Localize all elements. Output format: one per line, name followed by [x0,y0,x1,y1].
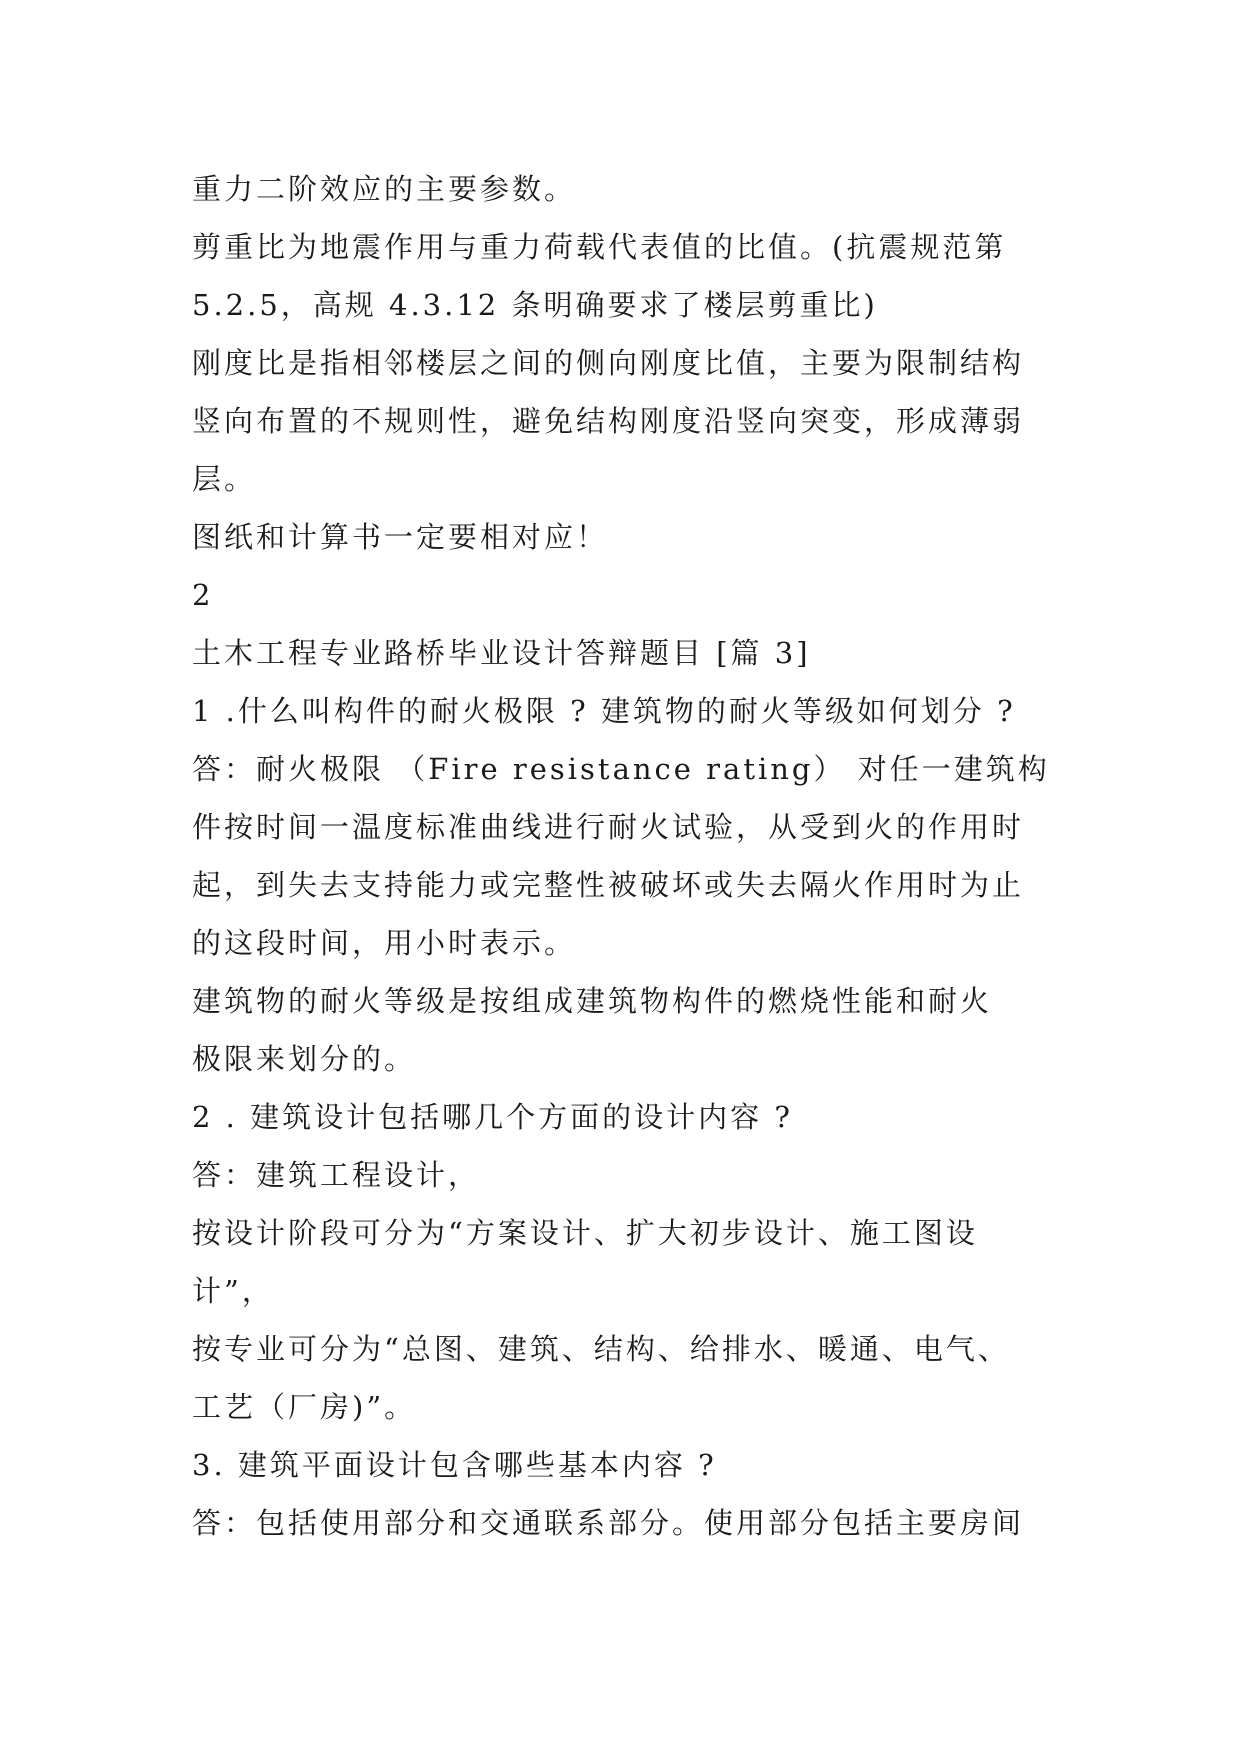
text-line: 重力二阶效应的主要参数。 [192,172,577,206]
text-line: 件按时间一温度标准曲线进行耐火试验，从受到火的作用时 [192,810,1025,844]
text-line: 剪重比为地震作用与重力荷载代表值的比值。(抗震规范第 [192,230,1007,264]
page-number: 2 [192,578,214,612]
text-line: 刚度比是指相邻楼层之间的侧向刚度比值，主要为限制结构 [192,346,1025,380]
text-line: 起，到失去支持能力或完整性被破坏或失去隔火作用时为止 [192,868,1025,902]
text-line: 答：建筑工程设计， [192,1158,481,1192]
text-line: 按专业可分为“总图、建筑、结构、给排水、暖通、电气、 [192,1332,1010,1366]
question-2: 2 . 建筑设计包括哪几个方面的设计内容 ? [192,1100,793,1134]
text-line: 答：包括使用部分和交通联系部分。使用部分包括主要房间 [192,1506,1025,1540]
question-3: 3. 建筑平面设计包含哪些基本内容 ? [192,1448,717,1482]
text-line: 的这段时间，用小时表示。 [192,926,577,960]
text-line: 工艺（厂房)”。 [192,1390,417,1424]
text-line: 计”， [192,1274,274,1308]
text-line: 建筑物的耐火等级是按组成建筑物构件的燃烧性能和耐火 [192,984,993,1018]
text-line: 极限来划分的。 [192,1042,417,1076]
text-line: 图纸和计算书一定要相对应！ [192,520,609,554]
section-heading: 土木工程专业路桥毕业设计答辩题目 [篇 3] [192,636,811,670]
text-line: 5.2.5，高规 4.3.12 条明确要求了楼层剪重比) [192,288,878,322]
text-line: 按设计阶段可分为“方案设计、扩大初步设计、施工图设 [192,1216,978,1250]
question-1: 1 .什么叫构件的耐火极限 ? 建筑物的耐火等级如何划分 ? [192,694,1016,728]
document-body [192,160,1072,1552]
text-line: 层。 [192,462,257,496]
text-line: 竖向布置的不规则性，避免结构刚度沿竖向突变，形成薄弱 [192,404,1025,438]
text-line: 答：耐火极限 （Fire resistance rating） 对任一建筑构 [192,752,1050,786]
